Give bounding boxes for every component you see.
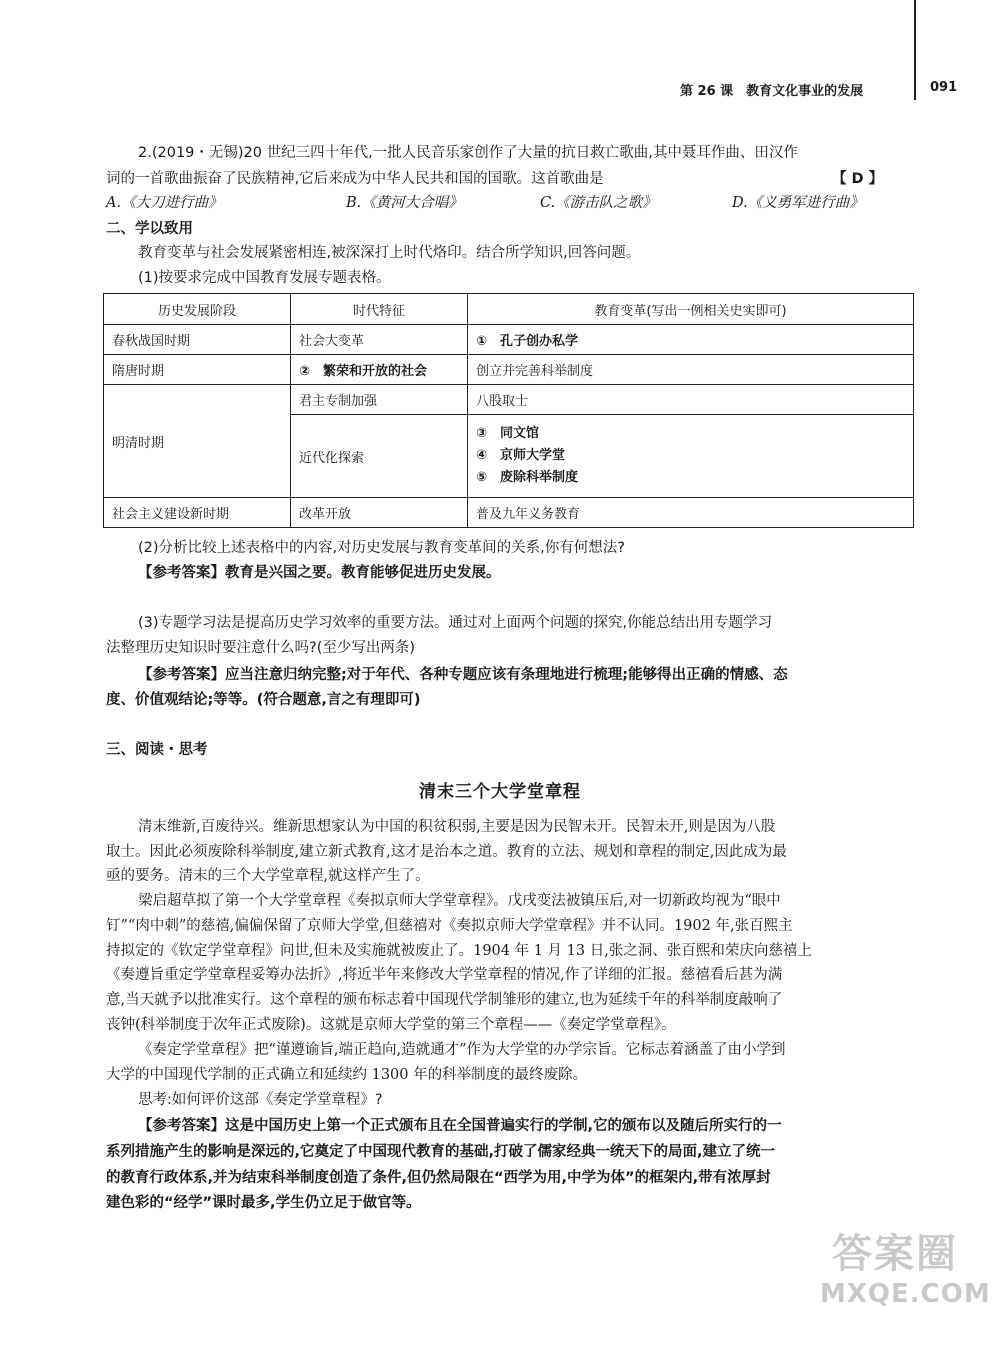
reading-line: 梁启超草拟了第一个大学堂章程《奏拟京师大学堂章程》。戊戌变法被镇压后,对一切新政均视为“眼中: [138, 893, 781, 909]
section2-q2: (2)分析比较上述表格中的内容,对历史发展与教育变革间的关系,你有何想法?: [138, 540, 625, 556]
cell-feature: 改革开放: [291, 498, 468, 528]
reform-answer-4: ④ 京师大学堂: [476, 448, 566, 463]
reading-line: 亟的要务。清末的三个大学堂章程,就这样产生了。: [106, 868, 430, 884]
reading-title: 清末三个大学堂章程: [419, 782, 581, 802]
cell-stage: 春秋战国时期: [104, 325, 291, 355]
section2-q1: (1)按要求完成中国教育发展专题表格。: [138, 270, 391, 286]
table-header-stage: 历史发展阶段: [104, 294, 291, 325]
cell-stage: 明清时期: [104, 385, 291, 498]
cell-reform: 创立并完善科举制度: [468, 355, 914, 385]
answer-line: 的教育行政体系,并为结束科举制度创造了条件,但仍然局限在“西学为用,中学为体”的框架内,带有浓厚封: [106, 1170, 771, 1186]
table-header-row: [104, 294, 914, 325]
section2-a3-line2: 度、价值观结论;等等。(符合题意,言之有理即可): [106, 692, 421, 708]
answer-line: 系列措施产生的影响是深远的,它奠定了中国现代教育的基础,打破了儒家经典一统天下的局面,建立了统一: [106, 1144, 776, 1160]
cell-reform-answer: ① 孔子创办私学: [468, 325, 914, 355]
reading-line: 持拟定的《钦定学堂章程》问世,但未及实施就被废止了。1904 年 1 月 13 日,张之洞、张百熙和荣庆向慈禧上: [106, 943, 812, 959]
watermark-text: 答案圈: [832, 1231, 958, 1277]
watermark-url: MXQE.COM: [820, 1279, 991, 1309]
table-header-reform: 教育变革(写出一例相关史实即可): [468, 294, 914, 325]
reading-line: 《奏遵旨重定学堂章程妥筹办法折》,将近半年来修改大学堂章程的情况,作了详细的汇报。慈禧看后甚为满: [106, 967, 783, 983]
section2-a3-line1: 【参考答案】应当注意归纳完整;对于年代、各种专题应该有条理地进行梳理;能够得出正确的情感、态: [138, 667, 788, 683]
q2-option-a: A.《大刀进行曲》: [106, 195, 223, 211]
watermark-logo: [820, 1222, 991, 1309]
reading-line: 大学的中国现代学制的正式确立和延续约 1300 年的科举制度的最终废除。: [106, 1067, 588, 1083]
table-row: [104, 325, 914, 355]
reading-line: 清末维新,百废待兴。维新思想家认为中国的积贫积弱,主要是因为民智未开。民智未开,则是因为八股: [138, 819, 776, 835]
cell-stage: 社会主义建设新时期: [104, 498, 291, 528]
lesson-header: 第 26 课 教育文化事业的发展: [680, 84, 864, 99]
education-table: [103, 293, 914, 528]
cell-reform-answers: [468, 415, 914, 498]
cell-feature-answer: ② 繁荣和开放的社会: [291, 355, 468, 385]
cell-stage: 隋唐时期: [104, 355, 291, 385]
header-divider: [914, 0, 916, 100]
section2-a2: 【参考答案】教育是兴国之要。教育能够促进历史发展。: [138, 565, 501, 581]
cell-feature: 社会大变革: [291, 325, 468, 355]
section2-q3-line2: 法整理历史知识时要注意什么吗?(至少写出两条): [106, 640, 416, 656]
reform-answer-3: ③ 同文馆: [476, 426, 540, 441]
think-question: 思考:如何评价这部《奏定学堂章程》?: [138, 1092, 383, 1108]
q2-option-c: C.《游击队之歌》: [540, 195, 657, 211]
q2-line1: 2.(2019・无锡)20 世纪三四十年代,一批人民音乐家创作了大量的抗日救亡歌曲,其中聂耳作曲、田汉作: [138, 145, 798, 161]
q2-option-d: D.《义勇军进行曲》: [732, 195, 864, 211]
table-row: [104, 498, 914, 528]
table-row: [104, 355, 914, 385]
section3-heading: 三、阅读・思考: [106, 742, 208, 758]
q2-answer: 【 D 】: [832, 171, 884, 187]
section2-heading: 二、学以致用: [106, 221, 193, 237]
q2-option-b: B.《黄河大合唱》: [346, 195, 463, 211]
reading-line: 取士。因此必须废除科举制度,建立新式教育,这才是治本之道。教育的立法、规划和章程的制定,因此成为最: [106, 844, 787, 860]
section2-intro: 教育变革与社会发展紧密相连,被深深打上时代烙印。结合所学知识,回答问题。: [138, 245, 641, 261]
reading-line: 丧钟(科举制度于次年正式废除)。这就是京师大学堂的第三个章程——《奏定学堂章程》。: [106, 1017, 676, 1033]
reading-line: 《奏定学堂章程》把“谨遵谕旨,端正趋向,造就通才”作为大学堂的办学宗旨。它标志着涵盖了由小学到: [138, 1042, 786, 1058]
table-row: [104, 385, 914, 415]
reading-line: 钉”“肉中刺”的慈禧,偏偏保留了京师大学堂,但慈禧对《奏拟京师大学堂章程》并不认同。1902 年,张百熙主: [106, 918, 793, 934]
cell-reform: 普及九年义务教育: [468, 498, 914, 528]
cell-feature: 君主专制加强: [291, 385, 468, 415]
section2-q3-line1: (3)专题学习法是提高历史学习效率的重要方法。通过对上面两个问题的探究,你能总结出用专题学习: [138, 615, 773, 631]
table-header-feature: 时代特征: [291, 294, 468, 325]
reform-answer-5: ⑤ 废除科举制度: [476, 470, 579, 485]
q2-line2: 词的一首歌曲振奋了民族精神,它后来成为中华人民共和国的国歌。这首歌曲是: [106, 171, 604, 187]
answer-line: 【参考答案】这是中国历史上第一个正式颁布且在全国普遍实行的学制,它的颁布以及随后所实行的一: [138, 1118, 782, 1134]
cell-feature: 近代化探索: [291, 415, 468, 498]
page-number: 091: [930, 80, 958, 95]
reading-line: 意,当天就予以批准实行。这个章程的颁布标志着中国现代学制雏形的建立,也为延续千年的科举制度敲响了: [106, 992, 783, 1008]
cell-reform: 八股取士: [468, 385, 914, 415]
answer-line: 建色彩的“经学”课时最多,学生仍立足于做官等。: [106, 1195, 421, 1211]
